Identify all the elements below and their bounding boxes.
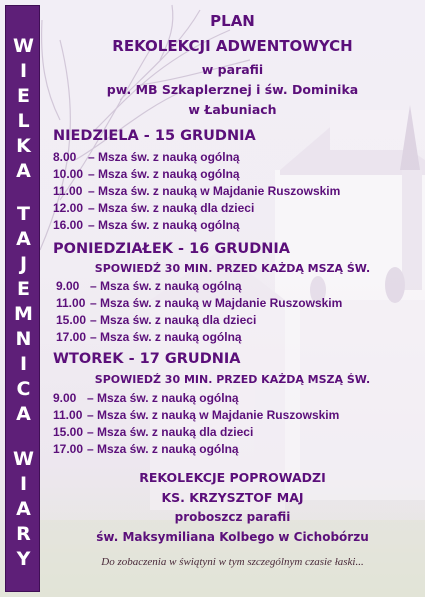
banner-letter: I — [19, 353, 28, 375]
mass-time: 11.00 — [53, 408, 83, 422]
confession-note: SPOWIEDŹ 30 MIN. PRZED KAŻDĄ MSZĄ ŚW. — [94, 262, 371, 275]
mass-row — [53, 201, 413, 216]
mass-description: – Msza św. z nauką ogólną — [88, 167, 240, 181]
banner-letter: N — [15, 328, 32, 350]
banner-letter: C — [16, 378, 31, 400]
leader-role: proboszcz parafii — [174, 510, 291, 524]
banner-letter: I — [19, 60, 28, 82]
banner-letter: L — [17, 110, 30, 132]
mass-description: – Msza św. z nauką dla dzieci — [90, 313, 257, 327]
mass-row — [53, 218, 413, 233]
banner-letter: A — [16, 403, 31, 425]
parish-prefix: w parafii — [201, 62, 264, 77]
mass-description: – Msza św. z nauką ogólną — [88, 150, 240, 164]
mass-row — [56, 313, 416, 328]
mass-description: – Msza św. z nauką ogólną — [87, 442, 239, 456]
mass-row — [56, 296, 416, 311]
banner-letter: J — [19, 253, 28, 275]
mass-time: 9.00 — [53, 391, 77, 405]
banner-letter: A — [16, 160, 31, 182]
closing-message: Do zobaczenia w świątyni w tym szczególnym czasie łaski... — [101, 556, 364, 568]
banner-letter: Y — [16, 548, 31, 570]
mass-description: – Msza św. z nauką ogólną — [87, 391, 239, 405]
mass-time: 17.00 — [53, 442, 84, 456]
mass-row — [56, 330, 416, 345]
leader-name: KS. KRZYSZTOF MAJ — [161, 490, 304, 505]
mass-description: – Msza św. z nauką dla dzieci — [87, 425, 254, 439]
banner-letter: R — [16, 523, 31, 545]
mass-time: 9.00 — [56, 279, 80, 293]
mass-time: 11.00 — [56, 296, 86, 310]
day-heading-sunday: NIEDZIELA - 15 GRUDNIA — [53, 128, 256, 144]
leader-parish: św. Maksymiliana Kolbego w Cichobórzu — [96, 530, 369, 544]
banner-letter: A — [16, 498, 31, 520]
banner-letter: W — [13, 448, 34, 470]
banner-letter: A — [16, 228, 31, 250]
mass-row — [53, 150, 413, 165]
mass-time: 10.00 — [53, 167, 84, 181]
mass-time: 12.00 — [53, 201, 84, 215]
banner-letter: K — [16, 135, 31, 157]
mass-row — [53, 442, 413, 457]
mass-time: 15.00 — [53, 425, 84, 439]
banner-letter: W — [13, 35, 34, 57]
mass-row — [53, 391, 413, 406]
parish-location: w Łabuniach — [188, 102, 277, 117]
day-heading-tuesday: WTOREK - 17 GRUDNIA — [53, 351, 241, 367]
confession-note: SPOWIEDŹ 30 MIN. PRZED KAŻDĄ MSZĄ ŚW. — [94, 373, 371, 386]
mass-row — [53, 425, 413, 440]
mass-row — [53, 184, 413, 199]
mass-description: – Msza św. z nauką ogólną — [88, 218, 240, 232]
mass-row — [53, 167, 413, 182]
mass-row — [53, 408, 413, 423]
banner-letter: I — [19, 473, 28, 495]
mass-description: – Msza św. z nauką w Majdanie Ruszowskim — [90, 296, 343, 310]
banner-letter: M — [14, 303, 33, 325]
mass-time: 16.00 — [53, 218, 84, 232]
banner-letter: E — [17, 85, 30, 107]
mass-time: 11.00 — [53, 184, 83, 198]
leader-intro: REKOLEKCJE POPROWADZI — [139, 470, 326, 485]
banner-letter: E — [17, 278, 30, 300]
mass-description: – Msza św. z nauką dla dzieci — [88, 201, 255, 215]
mass-time: 8.00 — [53, 150, 77, 164]
mass-description: – Msza św. z nauką w Majdanie Ruszowskim — [88, 184, 341, 198]
mass-time: 15.00 — [56, 313, 87, 327]
parish-name: pw. MB Szkaplerznej i św. Dominika — [106, 82, 359, 97]
mass-description: – Msza św. z nauką ogólną — [90, 279, 242, 293]
banner-letter: T — [17, 203, 30, 225]
plan-title: PLAN — [210, 12, 255, 30]
retreat-title: REKOLEKCJI ADWENTOWYCH — [112, 37, 353, 55]
side-banner — [5, 5, 40, 592]
day-heading-monday: PONIEDZIAŁEK - 16 GRUDNIA — [53, 241, 290, 257]
mass-row — [56, 279, 416, 294]
mass-description: – Msza św. z nauką w Majdanie Ruszowskim — [87, 408, 340, 422]
mass-time: 17.00 — [56, 330, 87, 344]
mass-description: – Msza św. z nauką ogólną — [90, 330, 242, 344]
